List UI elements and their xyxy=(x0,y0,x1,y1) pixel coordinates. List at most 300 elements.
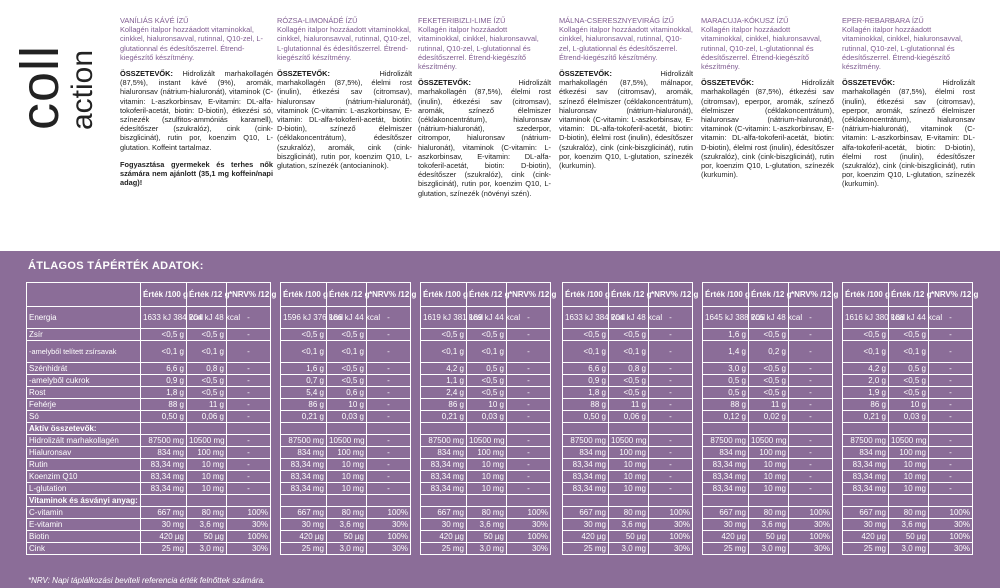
value-cell: <0,1 g xyxy=(327,341,367,363)
value-cell: 83,34 mg xyxy=(703,483,749,495)
table-row xyxy=(563,495,693,507)
value-cell: 0,02 g xyxy=(749,411,789,423)
value-cell: <0,5 g xyxy=(281,329,327,341)
value-cell: 0,2 g xyxy=(749,341,789,363)
table-row xyxy=(703,399,833,411)
section-blank-cell xyxy=(281,495,327,507)
table-row xyxy=(703,341,833,363)
table-row xyxy=(421,307,551,329)
column-header: Érték /12 g xyxy=(467,283,507,307)
value-cell: 30% xyxy=(789,543,833,555)
value-cell: 0,50 g xyxy=(563,411,609,423)
collaction-logo xyxy=(6,8,102,208)
value-cell: - xyxy=(789,459,833,471)
section-blank-cell xyxy=(843,423,889,435)
value-cell: 100% xyxy=(507,507,551,519)
value-cell: - xyxy=(227,399,271,411)
value-cell: - xyxy=(789,341,833,363)
ingredients-label: ÖSSZETEVŐK: xyxy=(418,78,471,88)
value-cell: - xyxy=(367,375,411,387)
value-cell: 10 mg xyxy=(889,471,929,483)
value-cell: 10 mg xyxy=(749,459,789,471)
table-row xyxy=(563,483,693,495)
table-row xyxy=(843,495,973,507)
table-row xyxy=(27,411,271,423)
value-cell: <0,5 g xyxy=(609,387,649,399)
column-header: Érték /100 g xyxy=(281,283,327,307)
value-cell: 834 mg xyxy=(843,447,889,459)
value-cell: 420 µg xyxy=(421,531,467,543)
value-cell: - xyxy=(367,399,411,411)
value-cell: <0,5 g xyxy=(749,387,789,399)
value-cell: 667 mg xyxy=(141,507,187,519)
value-cell: 5,4 g xyxy=(281,387,327,399)
table-row xyxy=(843,543,973,555)
table-row xyxy=(281,447,411,459)
section-blank-cell xyxy=(141,423,187,435)
value-cell: 100% xyxy=(227,507,271,519)
value-cell: 83,34 mg xyxy=(421,459,467,471)
section-blank-cell xyxy=(703,423,749,435)
table-row xyxy=(703,447,833,459)
value-cell: 30 mg xyxy=(421,519,467,531)
nutrition-table xyxy=(420,282,557,555)
value-cell: - xyxy=(227,329,271,341)
section-blank-cell xyxy=(507,423,551,435)
value-cell: 100 mg xyxy=(609,447,649,459)
value-cell: - xyxy=(367,459,411,471)
value-cell: 30% xyxy=(507,543,551,555)
value-cell: - xyxy=(789,363,833,375)
value-cell: - xyxy=(789,483,833,495)
value-cell: <0,5 g xyxy=(187,329,227,341)
row-label: Cink xyxy=(27,543,141,555)
value-cell: 420 µg xyxy=(281,531,327,543)
table-header-row xyxy=(421,283,551,307)
value-cell: <0,5 g xyxy=(467,329,507,341)
value-cell: 10 mg xyxy=(889,483,929,495)
value-cell: 83,34 mg xyxy=(563,483,609,495)
value-cell: - xyxy=(367,435,411,447)
value-cell: <0,5 g xyxy=(187,375,227,387)
table-row xyxy=(27,399,271,411)
value-cell: 0,06 g xyxy=(187,411,227,423)
value-cell: 30% xyxy=(649,543,693,555)
value-cell: 0,03 g xyxy=(889,411,929,423)
section-blank-cell xyxy=(563,495,609,507)
value-cell: <0,5 g xyxy=(609,329,649,341)
ingredients-label: ÖSSZETEVŐK: xyxy=(277,69,330,79)
table-row xyxy=(843,447,973,459)
table-row xyxy=(563,307,693,329)
value-cell: 30% xyxy=(929,543,973,555)
value-cell: 10 mg xyxy=(187,459,227,471)
product-column xyxy=(701,16,834,179)
row-label: Energia xyxy=(27,307,141,329)
product-title: VANÍLIÁS KÁVÉ ÍZŰ xyxy=(120,16,189,25)
value-cell: 30 mg xyxy=(843,519,889,531)
table-row xyxy=(703,307,833,329)
section-blank-cell xyxy=(227,495,271,507)
table-row xyxy=(703,329,833,341)
value-cell: 50 µg xyxy=(327,531,367,543)
value-cell: - xyxy=(227,471,271,483)
column-header: Érték /100 g xyxy=(843,283,889,307)
section-blank-cell xyxy=(703,495,749,507)
product-description: Kollagén italpor hozzáadott vitaminokkal, cinkkel, hialuronsavval, rutinnal, Q10-zel, L-glutationnal és édesítőszerrel. Étrend-kiegészítő készítmény. xyxy=(418,25,539,72)
column-header: *NRV% /12 g xyxy=(227,283,271,307)
value-cell: - xyxy=(789,435,833,447)
value-cell: <0,5 g xyxy=(467,387,507,399)
value-cell: - xyxy=(507,363,551,375)
value-cell: 10500 mg xyxy=(187,435,227,447)
table-row xyxy=(281,507,411,519)
row-label: Aktív összetevők: xyxy=(27,423,141,435)
ingredients-text: Hidrolizált marhakollagén (87,5%), élelmi rost (inulin), étkezési sav (citromsav), eperpor, aromák, színező élelmiszer (céklakoncentrátum), hialuronsav (nátrium-hialuronát), vitaminok (C-vitamin: L-aszkorbinsav, E-vitamin: DL-alfa-tokoferil-acetát, biotin: D-biotin), élelmi rost (inulin), édesítőszer (szukralóz), cink (cink-biszglicinát), rutin por, koenzim Q10, L-glutation, színezék (kurkumin). xyxy=(842,78,975,189)
value-cell: 80 mg xyxy=(889,507,929,519)
value-cell: 83,34 mg xyxy=(281,483,327,495)
value-cell: 30% xyxy=(649,519,693,531)
value-cell: 10 mg xyxy=(749,471,789,483)
value-cell: 10 mg xyxy=(467,459,507,471)
value-cell: 10 mg xyxy=(187,483,227,495)
value-cell: - xyxy=(929,387,973,399)
nutrition-table xyxy=(702,282,839,555)
value-cell: - xyxy=(929,435,973,447)
value-cell: 10500 mg xyxy=(749,435,789,447)
table-row xyxy=(703,471,833,483)
table-row xyxy=(281,495,411,507)
value-cell: 0,8 g xyxy=(609,363,649,375)
section-blank-cell xyxy=(929,423,973,435)
value-cell: 1616 kJ 380 kcal xyxy=(843,307,889,329)
column-header: Érték /100 g xyxy=(563,283,609,307)
table-row xyxy=(27,341,271,363)
table-row xyxy=(703,459,833,471)
value-cell: 10500 mg xyxy=(327,435,367,447)
ingredients xyxy=(842,78,975,188)
value-cell: 83,34 mg xyxy=(281,459,327,471)
value-cell: 100% xyxy=(789,531,833,543)
table-row xyxy=(421,423,551,435)
table-row xyxy=(563,471,693,483)
value-cell: 0,21 g xyxy=(281,411,327,423)
section-blank-cell xyxy=(649,495,693,507)
ingredients-label: ÖSSZETEVŐK: xyxy=(559,69,612,79)
table-row xyxy=(281,543,411,555)
value-cell: <0,5 g xyxy=(327,329,367,341)
value-cell: - xyxy=(649,341,693,363)
row-label: Rost xyxy=(27,387,141,399)
table-row xyxy=(421,447,551,459)
value-cell: <0,5 g xyxy=(749,363,789,375)
table-row xyxy=(563,423,693,435)
value-cell: 1645 kJ 388 kcal xyxy=(703,307,749,329)
value-cell: 11 g xyxy=(749,399,789,411)
table-row xyxy=(421,471,551,483)
value-cell: 0,5 g xyxy=(703,375,749,387)
value-cell: - xyxy=(649,329,693,341)
value-cell: 50 µg xyxy=(467,531,507,543)
column-header: Érték /100 g xyxy=(141,283,187,307)
value-cell: 3,0 mg xyxy=(609,543,649,555)
table-row xyxy=(27,507,271,519)
ingredients-label: ÖSSZETEVŐK: xyxy=(701,78,754,88)
table-row xyxy=(843,483,973,495)
table-row xyxy=(421,507,551,519)
nutrition-table xyxy=(280,282,417,555)
logo-line-1: coll xyxy=(10,44,70,130)
section-blank-cell xyxy=(889,495,929,507)
value-cell: - xyxy=(929,411,973,423)
table-row xyxy=(563,399,693,411)
table-row xyxy=(421,387,551,399)
value-cell: 6,6 g xyxy=(563,363,609,375)
value-cell: 86 g xyxy=(843,399,889,411)
value-cell: 30 mg xyxy=(141,519,187,531)
product-column xyxy=(277,16,412,170)
value-cell: - xyxy=(929,363,973,375)
value-cell: - xyxy=(227,447,271,459)
value-cell: 83,34 mg xyxy=(141,471,187,483)
row-label: Vitaminok és ásványi anyag: xyxy=(27,495,141,507)
table-row xyxy=(563,519,693,531)
value-cell: 83,34 mg xyxy=(141,459,187,471)
value-cell: 0,03 g xyxy=(327,411,367,423)
value-cell: 1,1 g xyxy=(421,375,467,387)
table-row xyxy=(421,363,551,375)
table-row xyxy=(843,341,973,363)
section-blank-cell xyxy=(227,423,271,435)
table-row xyxy=(27,519,271,531)
value-cell: - xyxy=(929,459,973,471)
table-row xyxy=(27,387,271,399)
value-cell: <0,5 g xyxy=(609,375,649,387)
row-label: Biotin xyxy=(27,531,141,543)
value-cell: 11 g xyxy=(187,399,227,411)
value-cell: - xyxy=(649,471,693,483)
value-cell: 30% xyxy=(929,519,973,531)
table-row xyxy=(563,507,693,519)
value-cell: 3,0 mg xyxy=(327,543,367,555)
value-cell: - xyxy=(367,307,411,329)
product-column xyxy=(120,16,273,187)
value-cell: 83,34 mg xyxy=(703,459,749,471)
table-row xyxy=(421,435,551,447)
value-cell: 0,12 g xyxy=(703,411,749,423)
value-cell: <0,1 g xyxy=(609,341,649,363)
section-blank-cell xyxy=(749,495,789,507)
value-cell: - xyxy=(507,459,551,471)
product-title: RÓZSA-LIMONÁDÉ ÍZŰ xyxy=(277,16,358,25)
value-cell: 0,8 g xyxy=(187,363,227,375)
value-cell: - xyxy=(649,447,693,459)
table-row xyxy=(27,329,271,341)
table-row xyxy=(281,387,411,399)
section-blank-cell xyxy=(367,423,411,435)
table-row xyxy=(27,483,271,495)
row-label: Koenzim Q10 xyxy=(27,471,141,483)
value-cell: - xyxy=(789,375,833,387)
ingredients xyxy=(277,69,412,170)
value-cell: - xyxy=(227,387,271,399)
value-cell: - xyxy=(789,471,833,483)
value-cell: - xyxy=(507,329,551,341)
value-cell: - xyxy=(789,329,833,341)
value-cell: - xyxy=(227,411,271,423)
table-row xyxy=(27,495,271,507)
table-row xyxy=(421,411,551,423)
ingredients xyxy=(559,69,693,170)
value-cell: - xyxy=(929,307,973,329)
value-cell: 834 mg xyxy=(281,447,327,459)
row-label: Rutin xyxy=(27,459,141,471)
value-cell: 30% xyxy=(507,519,551,531)
value-cell: 834 mg xyxy=(703,447,749,459)
value-cell: 25 mg xyxy=(421,543,467,555)
column-header: Érték /100 g xyxy=(421,283,467,307)
table-header-row xyxy=(563,283,693,307)
row-label: Hialuronsav xyxy=(27,447,141,459)
value-cell: 0,21 g xyxy=(421,411,467,423)
value-cell: 3,6 mg xyxy=(327,519,367,531)
value-cell: 100% xyxy=(367,507,411,519)
value-cell: 10 g xyxy=(327,399,367,411)
value-cell: - xyxy=(929,483,973,495)
value-cell: 83,34 mg xyxy=(703,471,749,483)
value-cell: 667 mg xyxy=(421,507,467,519)
value-cell: 80 mg xyxy=(327,507,367,519)
value-cell: 87500 mg xyxy=(281,435,327,447)
table-row xyxy=(703,519,833,531)
value-cell: 83,34 mg xyxy=(843,459,889,471)
value-cell: 87500 mg xyxy=(141,435,187,447)
table-row xyxy=(703,483,833,495)
value-cell: 3,0 mg xyxy=(749,543,789,555)
value-cell: 0,9 g xyxy=(563,375,609,387)
value-cell: 25 mg xyxy=(141,543,187,555)
section-blank-cell xyxy=(327,423,367,435)
value-cell: 88 g xyxy=(703,399,749,411)
table-row xyxy=(421,543,551,555)
row-label: -amelyből cukrok xyxy=(27,375,141,387)
value-cell: 420 µg xyxy=(843,531,889,543)
value-cell: <0,5 g xyxy=(467,375,507,387)
nutrition-table xyxy=(562,282,699,555)
value-cell: - xyxy=(507,399,551,411)
table-row xyxy=(843,519,973,531)
row-label: L-glutation xyxy=(27,483,141,495)
value-cell: 83,34 mg xyxy=(563,459,609,471)
value-cell: 3,0 mg xyxy=(467,543,507,555)
value-cell: - xyxy=(789,447,833,459)
value-cell: - xyxy=(649,363,693,375)
value-cell: <0,1 g xyxy=(889,341,929,363)
table-row xyxy=(843,507,973,519)
table-row xyxy=(27,471,271,483)
value-cell: - xyxy=(367,387,411,399)
value-cell: 1619 kJ 381 kcal xyxy=(421,307,467,329)
nutrition-title: ÁTLAGOS TÁPÉRTÉK ADATOK: xyxy=(28,260,204,272)
table-row xyxy=(281,399,411,411)
value-cell: 30% xyxy=(789,519,833,531)
section-blank-cell xyxy=(141,495,187,507)
section-blank-cell xyxy=(749,423,789,435)
section-blank-cell xyxy=(843,495,889,507)
ingredients-label: ÖSSZETEVŐK: xyxy=(842,78,895,88)
nutrition-table xyxy=(842,282,979,555)
value-cell: 420 µg xyxy=(141,531,187,543)
table-header-row xyxy=(703,283,833,307)
table-row xyxy=(281,519,411,531)
table-row xyxy=(27,459,271,471)
header-blank xyxy=(27,283,141,307)
column-header: Érték /12 g xyxy=(327,283,367,307)
table-row xyxy=(563,329,693,341)
value-cell: <0,1 g xyxy=(467,341,507,363)
value-cell: 87500 mg xyxy=(563,435,609,447)
table-row xyxy=(563,435,693,447)
value-cell: 83,34 mg xyxy=(421,471,467,483)
value-cell: 0,9 g xyxy=(141,375,187,387)
product-column xyxy=(418,16,551,198)
table-row xyxy=(281,375,411,387)
value-cell: - xyxy=(507,375,551,387)
value-cell: - xyxy=(649,375,693,387)
table-row xyxy=(281,435,411,447)
table-row xyxy=(843,399,973,411)
table-row xyxy=(421,483,551,495)
section-blank-cell xyxy=(421,423,467,435)
value-cell: <0,5 g xyxy=(187,387,227,399)
value-cell: - xyxy=(929,471,973,483)
value-cell: 189 kJ 44 kcal xyxy=(467,307,507,329)
value-cell: 2,4 g xyxy=(421,387,467,399)
value-cell: - xyxy=(649,399,693,411)
value-cell: - xyxy=(789,399,833,411)
table-row xyxy=(703,363,833,375)
value-cell: 10 mg xyxy=(609,471,649,483)
table-row xyxy=(703,531,833,543)
value-cell: - xyxy=(649,483,693,495)
value-cell: 0,5 g xyxy=(889,363,929,375)
product-description: Kollagén italpor hozzáadott vitaminokkal, cinkkel, hialuronsavval, rutinnal, Q10-zel, L-glutationnal és édesítőszerrel. Étrend-kiegészítő készítmény. xyxy=(559,25,693,62)
value-cell: - xyxy=(789,307,833,329)
value-cell: 25 mg xyxy=(281,543,327,555)
value-cell: 4,2 g xyxy=(421,363,467,375)
value-cell: - xyxy=(367,483,411,495)
table-row xyxy=(421,531,551,543)
value-cell: 1633 kJ 384 kcal xyxy=(563,307,609,329)
product-title: MARACUJA-KÓKUSZ ÍZŰ xyxy=(701,16,789,25)
product-title: EPER-REBARBARA ÍZŰ xyxy=(842,16,924,25)
value-cell: 3,6 mg xyxy=(467,519,507,531)
value-cell: 100% xyxy=(227,531,271,543)
value-cell: 30 mg xyxy=(703,519,749,531)
value-cell: 25 mg xyxy=(563,543,609,555)
table-row xyxy=(281,471,411,483)
product-description: Kollagén italpor hozzáadott vitaminokkal, cinkkel, hialuronsavval, rutinnal, Q10-zel, L-glutationnal és édesítőszerrel. Étrend-kiegészítő készítmény. xyxy=(277,25,412,62)
value-cell: 10500 mg xyxy=(467,435,507,447)
value-cell: 10 mg xyxy=(327,459,367,471)
value-cell: <0,5 g xyxy=(889,329,929,341)
value-cell: - xyxy=(649,435,693,447)
value-cell: - xyxy=(929,329,973,341)
table-row xyxy=(27,307,271,329)
product-description: Kollagén italpor hozzáadott vitaminokkal, cinkkel, hialuronsavval, rutinnal, Q10-zel, L-glutationnal és édesítőszerrel. Étrend-kiegészítő készítmény. xyxy=(120,25,263,62)
value-cell: 83,34 mg xyxy=(843,471,889,483)
table-row xyxy=(27,543,271,555)
